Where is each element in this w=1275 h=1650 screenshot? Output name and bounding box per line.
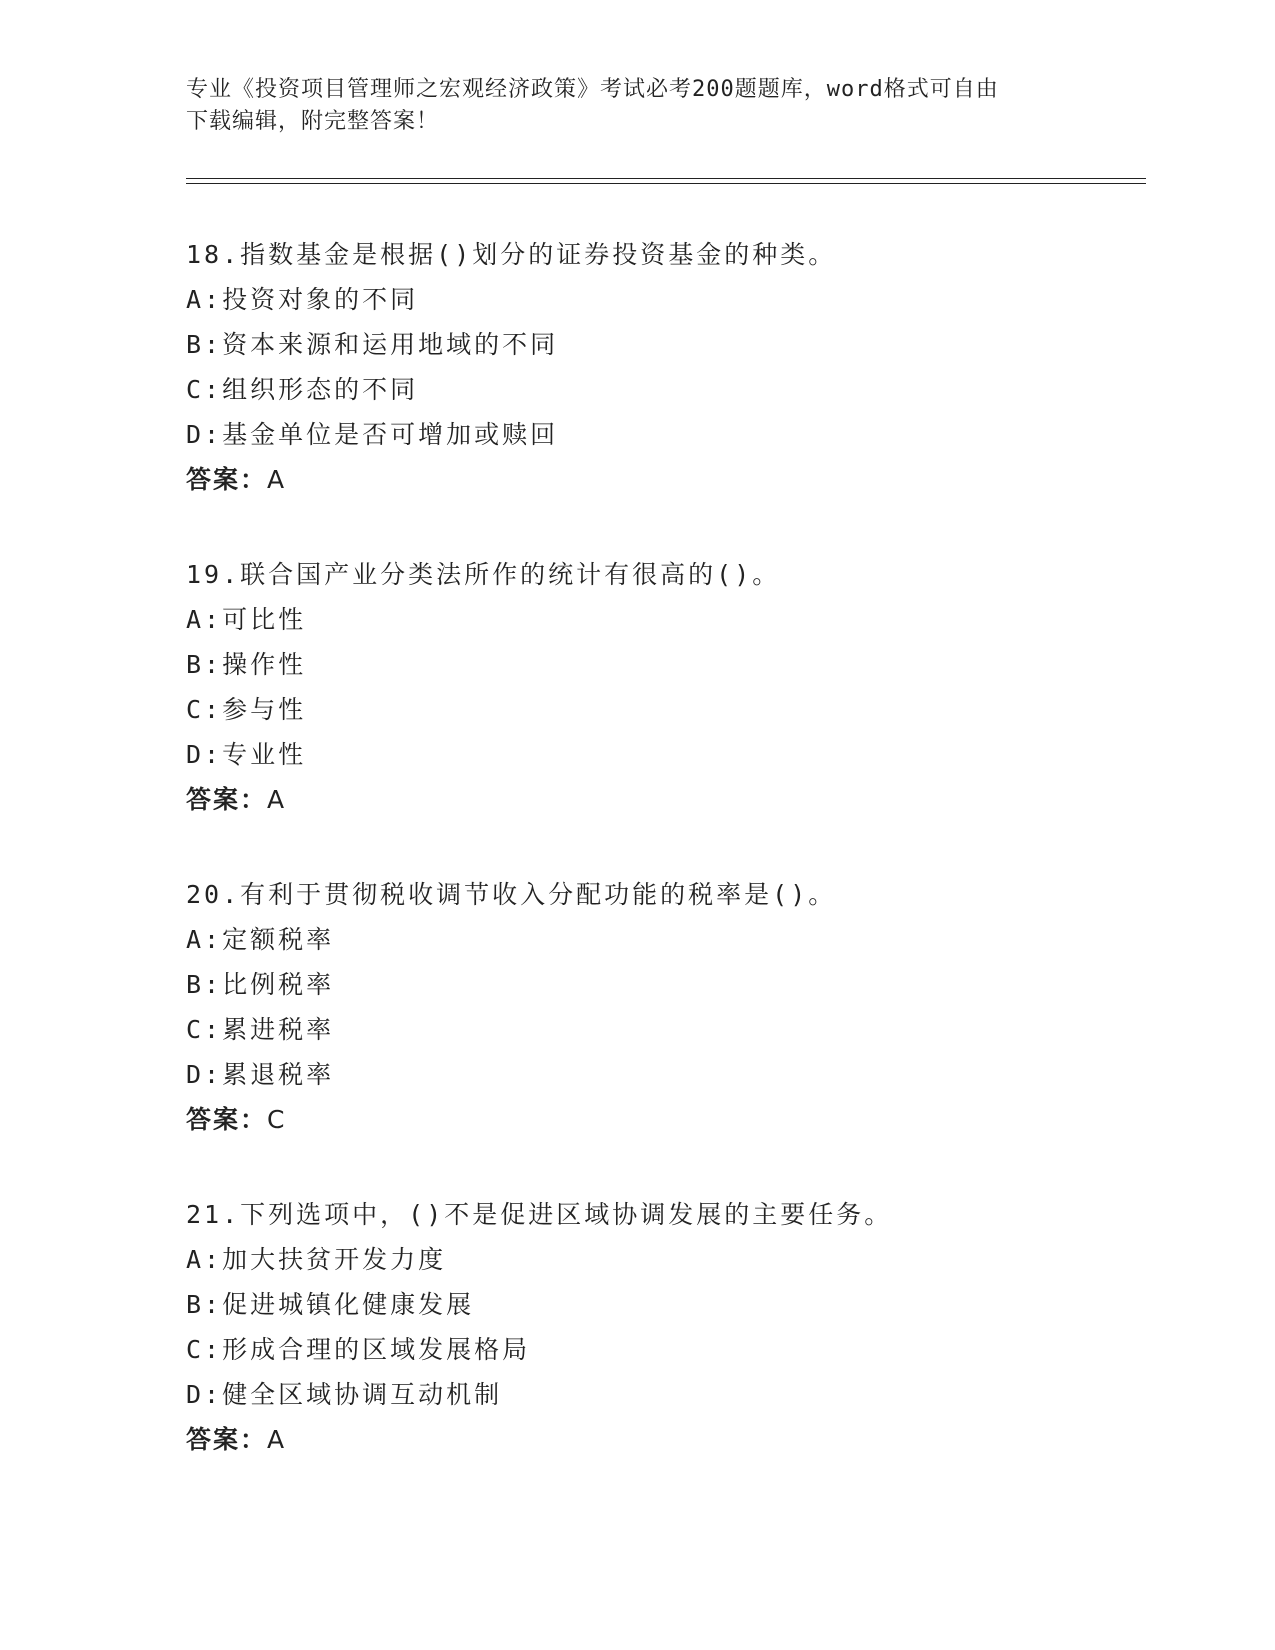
question-21 bbox=[186, 1192, 1146, 1512]
option-c: C:参与性 bbox=[186, 695, 307, 724]
question-stem: 19.联合国产业分类法所作的统计有很高的()。 bbox=[186, 560, 781, 589]
option-a: A:可比性 bbox=[186, 605, 307, 634]
option-b: B:资本来源和运用地域的不同 bbox=[186, 330, 559, 359]
option-c: C:形成合理的区域发展格局 bbox=[186, 1335, 531, 1364]
option-d: D:累退税率 bbox=[186, 1060, 335, 1089]
option-d: D:健全区域协调互动机制 bbox=[186, 1380, 503, 1409]
header-line-2: 下载编辑，附完整答案！ bbox=[186, 109, 440, 134]
header-rule-top bbox=[186, 178, 1146, 179]
answer-label: 答案： bbox=[186, 1425, 268, 1454]
answer-value: A bbox=[267, 1425, 285, 1454]
option-c: C:组织形态的不同 bbox=[186, 375, 419, 404]
option-a: A:加大扶贫开发力度 bbox=[186, 1245, 447, 1274]
question-20 bbox=[186, 872, 1146, 1192]
answer-label: 答案： bbox=[186, 1105, 268, 1134]
option-a: A:投资对象的不同 bbox=[186, 285, 419, 314]
answer-line bbox=[186, 1417, 1146, 1462]
option-a: A:定额税率 bbox=[186, 925, 335, 954]
answer-line bbox=[186, 457, 1146, 502]
header-rule-bottom bbox=[186, 183, 1146, 184]
answer-value: A bbox=[267, 465, 285, 494]
option-c: C:累进税率 bbox=[186, 1015, 335, 1044]
answer-value: A bbox=[267, 785, 285, 814]
option-b: B:比例税率 bbox=[186, 970, 335, 999]
question-stem: 20.有利于贯彻税收调节收入分配功能的税率是()。 bbox=[186, 880, 837, 909]
option-b: B:促进城镇化健康发展 bbox=[186, 1290, 475, 1319]
question-stem: 21.下列选项中，()不是促进区域协调发展的主要任务。 bbox=[186, 1200, 893, 1229]
option-d: D:专业性 bbox=[186, 740, 307, 769]
answer-label: 答案： bbox=[186, 785, 268, 814]
answer-line bbox=[186, 1097, 1146, 1142]
option-b: B:操作性 bbox=[186, 650, 307, 679]
question-list bbox=[186, 232, 1146, 1512]
answer-label: 答案： bbox=[186, 465, 268, 494]
question-19 bbox=[186, 552, 1146, 872]
question-stem: 18.指数基金是根据()划分的证券投资基金的种类。 bbox=[186, 240, 837, 269]
answer-value: C bbox=[267, 1105, 285, 1134]
option-d: D:基金单位是否可增加或赎回 bbox=[186, 420, 559, 449]
question-18 bbox=[186, 232, 1146, 552]
header-line-1: 专业《投资项目管理师之宏观经济政策》考试必考200题题库，word格式可自由 bbox=[186, 77, 999, 102]
document-header bbox=[186, 74, 1086, 138]
answer-line bbox=[186, 777, 1146, 822]
